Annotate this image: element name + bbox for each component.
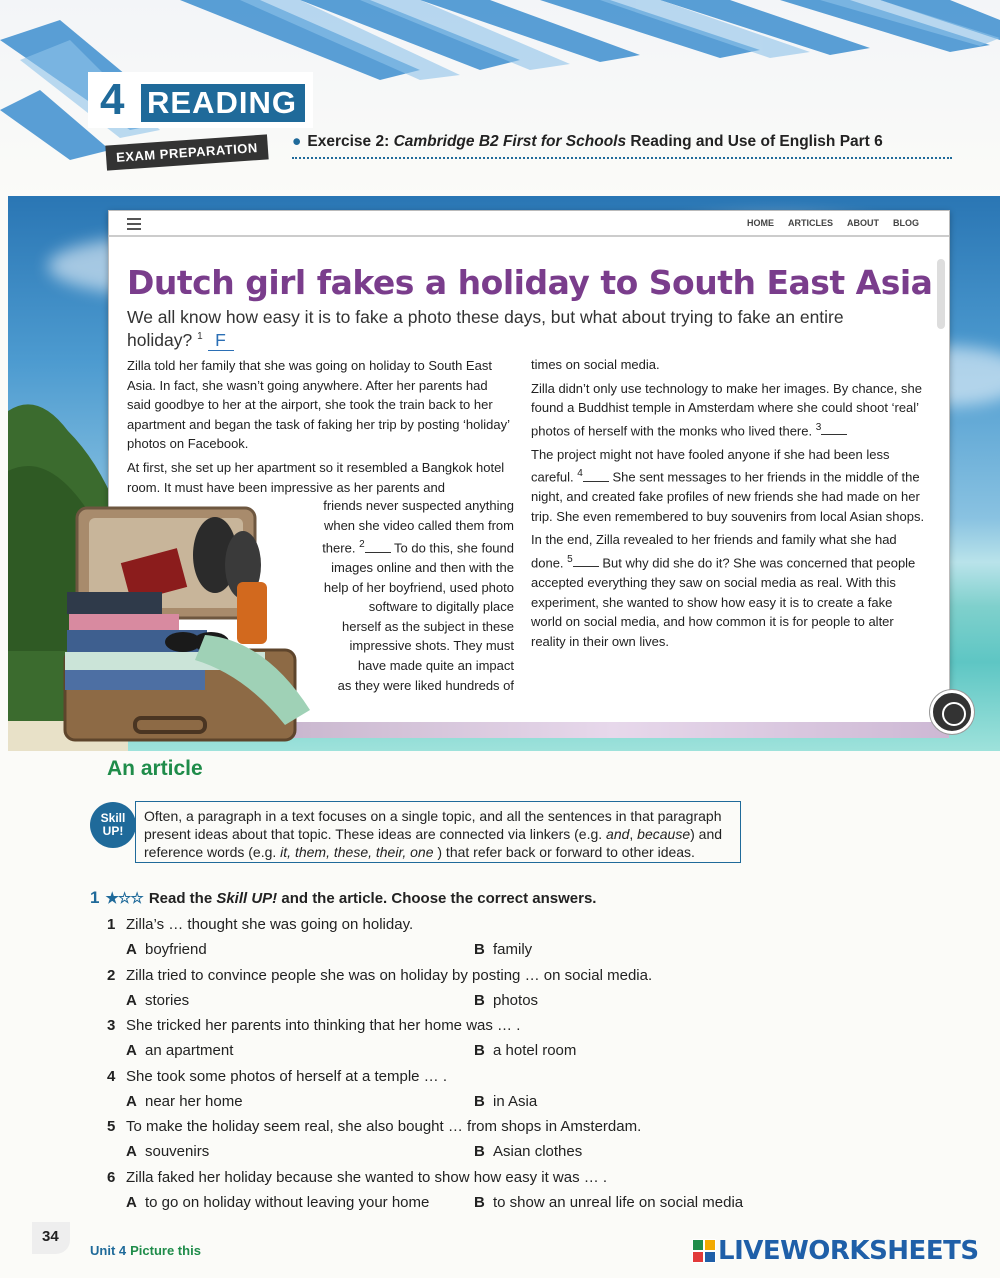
webpage-navbar [109, 211, 949, 237]
article-paragraph: The project might not have fooled anyone if she had been less careful. $^4$ She sent messages to her friends in the middle of the night, and created fake profiles of new friends she had made on her trip. She even remembered to buy souvenirs from local Asian shops. [531, 446, 925, 524]
question-6: 6 Zilla faked her holiday because she wanted to show how easy it was … . [107, 1169, 608, 1186]
gap-1-answer-field[interactable]: F [208, 330, 234, 351]
exam-preparation-tag: EXAM PREPARATION [105, 134, 268, 170]
suitcase-image [55, 500, 315, 745]
nav-link-about[interactable]: ABOUT [847, 218, 879, 228]
nav-links [747, 218, 919, 228]
question-5: 5 To make the holiday seem real, she also bought … from shops in Amsterdam. [107, 1118, 642, 1135]
wrap-line: have made quite an impact [357, 658, 514, 674]
exercise-prefix: Exercise 2: [307, 133, 394, 150]
nav-link-articles[interactable]: ARTICLES [788, 218, 833, 228]
unit-number: 4 [100, 75, 125, 124]
question-6-option-a[interactable]: A to go on holiday without leaving your home [126, 1194, 430, 1211]
question-2: 2 Zilla tried to convince people she was on holiday by posting … on social media. [107, 967, 653, 984]
skill-up-tip-box: Often, a paragraph in a text focuses on a single topic, and all the sentences in that paragraph present ideas about that topic. These ideas are connected via linkers (e.g. and, because) and reference words (e.g. it, them, these, their, one ) that refer back or forward to other ideas. [135, 801, 741, 863]
wrap-line: software to digitally place [368, 599, 514, 615]
question-1-option-a[interactable]: A boyfriend [126, 941, 207, 958]
question-4: 4 She took some photos of herself at a temple … . [107, 1068, 448, 1085]
liveworksheets-logo: LIVEWORKSHEETS [692, 1236, 979, 1266]
gap-number-3: 3 [815, 421, 822, 433]
gap-5-answer-field[interactable] [573, 566, 599, 567]
article-paragraph: In the end, Zilla revealed to her friends and family what she had done. $^5$ But why did she do it? She was concerned that people accepted everything they saw on social media as real. With this experiment, she wanted to show how easy it is to create a fake world on social media, and how common it is for people to alter reality in their own lives. [531, 532, 916, 649]
wrap-line: images online and then with the [331, 560, 514, 576]
article-paragraph: times on social media. [531, 357, 660, 372]
gap-2-answer-field[interactable] [365, 552, 391, 553]
hamburger-menu-icon[interactable] [127, 218, 141, 230]
article-left-column [127, 356, 512, 501]
liveworksheets-mark-icon [692, 1239, 716, 1263]
article-standfirst [127, 307, 847, 351]
question-3-option-b[interactable]: B a hotel room [474, 1042, 577, 1059]
wrap-line: help of her boyfriend, used photo [323, 579, 514, 595]
wrap-line: as they were liked hundreds of [337, 677, 514, 693]
exercise-source: Cambridge B2 First for Schools [393, 133, 627, 150]
gap-3-answer-field[interactable] [821, 434, 847, 435]
question-5-option-b[interactable]: B Asian clothes [474, 1143, 583, 1160]
gap-number-5: 5 [567, 554, 573, 565]
question-3: 3 She tricked her parents into thinking that her home was … . [107, 1017, 521, 1034]
wrap-line: friends never suspected anything [323, 498, 514, 513]
gap-number-1: 1 [197, 331, 203, 342]
question-1: 1 Zilla’s … thought she was going on holiday. [107, 916, 414, 933]
page-number: 34 [32, 1222, 70, 1254]
wrap-line: herself as the subject in these [342, 618, 514, 634]
section-heading: An article [107, 757, 203, 780]
question-2-option-a[interactable]: A stories [126, 992, 190, 1009]
bullet-icon: ● [292, 133, 302, 150]
question-6-option-b[interactable]: B to show an unreal life on social media [474, 1194, 744, 1211]
wrap-line: when she video called them from [323, 517, 514, 533]
skill-up-badge: Skill UP! [90, 802, 136, 848]
footer-unit-label: Unit 4 Picture this [90, 1243, 201, 1258]
exercise-suffix: Reading and Use of English Part 6 [626, 133, 883, 150]
wrap-line-gap2: there. $^2$ To do this, she found [322, 539, 514, 556]
question-1-option-b[interactable]: B family [474, 941, 533, 958]
dotted-divider [292, 157, 952, 159]
nav-link-blog[interactable]: BLOG [893, 218, 919, 228]
exercise-1-instruction: 1 ★☆☆ Read the Skill UP! and the article. Choose the correct answers. [90, 888, 597, 907]
article-right-column [531, 355, 926, 655]
article-paragraph: Zilla told her family that she was going on holiday to South East Asia. In fact, she wasn’t going anywhere. After her parents had said goodbye to her at the airport, she took the train back to her apartment and began the task of faking her trip by posting ‘holiday’ photos on Facebook. [127, 358, 510, 452]
standfirst-text: We all know how easy it is to fake a photo these days, but what about trying to fake an entire holiday? [127, 307, 844, 350]
webpage-scrollbar[interactable] [937, 259, 945, 329]
question-4-option-b[interactable]: B in Asia [474, 1093, 538, 1110]
difficulty-stars-icon: ★☆☆ [105, 890, 143, 907]
exercise-reference [292, 133, 883, 151]
audio-settings-icon[interactable] [930, 690, 974, 734]
nav-link-home[interactable]: HOME [747, 218, 774, 228]
question-4-option-a[interactable]: A near her home [126, 1093, 243, 1110]
wrap-line: impressive shots. They must [349, 638, 514, 654]
section-title: READING [141, 84, 305, 122]
gap-number-2: 2 [359, 539, 365, 551]
question-3-option-a[interactable]: A an apartment [126, 1042, 234, 1059]
gap-number-4: 4 [577, 468, 583, 480]
article-headline: Dutch girl fakes a holiday to South East Asia [127, 263, 933, 302]
article-paragraph: At first, she set up her apartment so it resembled a Bangkok hotel room. It must have been impressive as her parents and [127, 459, 505, 495]
question-5-option-a[interactable]: A souvenirs [126, 1143, 210, 1160]
question-2-option-b[interactable]: B photos [474, 992, 539, 1009]
article-paragraph: Zilla didn’t only use technology to make her images. By chance, she found a Buddhist temple in Amsterdam where she could shoot ‘real’ photos of herself with the monks who lived there. $^3$ [531, 380, 922, 439]
gap-4-answer-field[interactable] [583, 481, 609, 482]
